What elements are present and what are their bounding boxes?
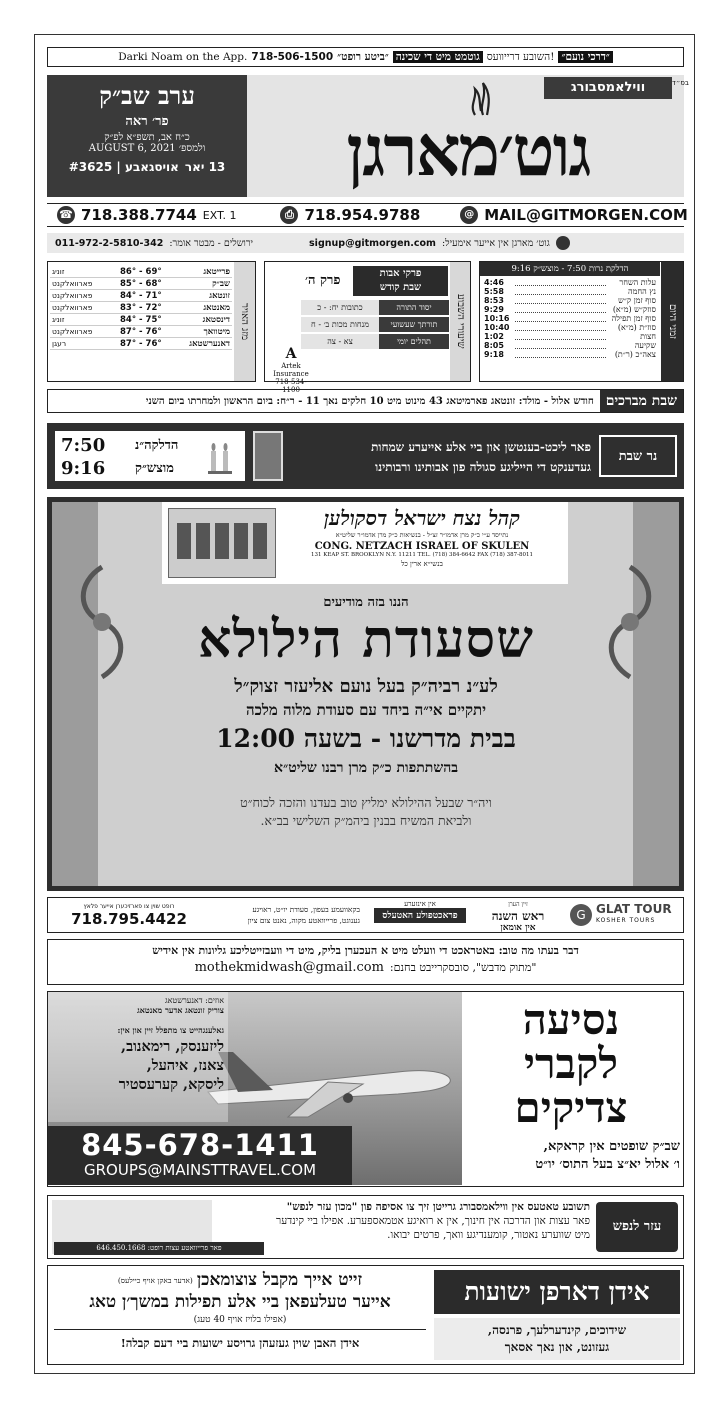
weather-row xyxy=(50,278,232,290)
zman-label: נץ החמה xyxy=(628,287,656,296)
zman-time: 4:46 xyxy=(484,278,504,287)
shiur-row-name: תהלים יומי xyxy=(379,334,449,349)
kehilla-text xyxy=(282,506,562,568)
weather-row xyxy=(50,326,232,338)
date-box-parsha: פר׳ ראה xyxy=(125,114,169,129)
contact-phone-main[interactable] xyxy=(57,206,236,224)
weather-temp: 86° - 69° xyxy=(110,266,172,278)
yeshuos-right-1: זייט אייך מקבל צוצומאכן xyxy=(196,1270,363,1290)
glat-tour-ad xyxy=(47,897,684,933)
date-box-day: 13 יאר xyxy=(184,160,226,174)
shiur-row xyxy=(301,334,449,349)
shabbos-box xyxy=(47,423,684,489)
ezer-logo: עזר לנפש xyxy=(596,1202,678,1252)
phone-icon: ☎ xyxy=(57,206,75,224)
yeshuos-right xyxy=(54,1270,426,1350)
glat-brand-sub: KOSHER TOURS xyxy=(596,917,656,924)
date-box-english-date: AUGUST 6, 2021 ולמספ׳ xyxy=(88,143,206,154)
travel-ad xyxy=(47,991,684,1187)
hillula-inner xyxy=(52,502,679,886)
yeshuos-right-4: אידן האבן שוין געזעהן גרויסע ישועות ביי דעם קבלה! xyxy=(120,1336,360,1350)
hillula-body xyxy=(108,594,624,829)
shiur-row-value: צא - צה xyxy=(301,334,379,349)
zman-time: 1:02 xyxy=(484,332,504,341)
zmanim-row xyxy=(482,287,658,296)
kehilla-small: בנשי״א ארין כל xyxy=(401,560,443,568)
contact-email[interactable] xyxy=(460,206,688,224)
travel-phone: 845-678-1411 xyxy=(81,1128,319,1162)
weather-cond: רעגן xyxy=(50,338,110,350)
weather-box xyxy=(47,261,256,382)
weather-row xyxy=(50,338,232,350)
shul-building-icon xyxy=(168,508,276,578)
contact-phone-2[interactable] xyxy=(280,206,420,224)
email-icon: @ xyxy=(460,206,478,224)
artek-phone: 718-534-1100 xyxy=(275,378,307,394)
avatar-icon xyxy=(556,236,570,250)
glat-middle-top: אין אינזערע xyxy=(404,900,436,908)
glat-text-1: בקאוועמע בעפון, סעודת יו״ט, ראויגע xyxy=(252,905,360,914)
glat-phone-block[interactable] xyxy=(54,902,204,928)
zmanim-row xyxy=(482,296,658,305)
weather-row xyxy=(50,314,232,326)
kehilla-english: CONG. NETZACH ISRAEL OF SKULEN xyxy=(314,541,530,552)
weather-day: מאנטאג xyxy=(172,302,232,314)
zman-label: סוז״ת (מ״א) xyxy=(617,323,656,332)
zman-time: 10:40 xyxy=(484,323,510,332)
contact-phone-ext: EXT. 1 xyxy=(202,208,237,222)
israel-phone[interactable]: 011-972-2-5810-342 xyxy=(55,237,164,249)
weather-day: דאנערשטאג xyxy=(172,338,232,350)
glat-text xyxy=(210,904,360,926)
mothek-ad xyxy=(47,939,684,985)
zman-time: 9:18 xyxy=(484,350,504,359)
airplane-icon xyxy=(198,1012,458,1122)
travel-title-2: לקברי xyxy=(523,1039,618,1088)
hillula-line-5: ויה״ר שבעל ההילולא ימליץ טוב בעדנו והזכה לכוח״ט xyxy=(240,795,492,810)
motzei-time: 9:16 xyxy=(61,458,106,479)
zman-time: 8:53 xyxy=(484,296,504,305)
zman-time: 5:58 xyxy=(484,287,504,296)
mothek-line-1: דבר בעתו מה טוב: באטראכט די וועלט מיט א העכערן בליק, מיט די וועבזייטליכע גליונות אין אידיש xyxy=(152,944,579,957)
signup-bar xyxy=(47,233,684,253)
artek-logo xyxy=(267,346,315,394)
motzei-label: מוצש״ק xyxy=(135,461,174,476)
shiur-side: שיעורי השבוע xyxy=(450,262,470,381)
mothek-email[interactable]: mothekmidwash@gmail.com xyxy=(194,960,384,975)
shiur-row-name: יסוד התורה xyxy=(379,300,449,315)
travel-title-1: נסיעה xyxy=(522,995,620,1044)
weather-day: מיטוואך xyxy=(172,326,232,338)
newspaper-page xyxy=(34,34,695,1374)
yeshuos-right-1-small: (אדער באקן אויף כיילעס) xyxy=(117,1275,193,1285)
top-banner-phone: 718-506-1500 xyxy=(251,51,334,63)
top-banner xyxy=(47,47,684,67)
ezer-line-1: תשובע טאטעס אין ווילאמסבורג גרייטן זיך צו אסיפה פון "מכון עזר לנפש" xyxy=(286,1201,590,1213)
ornament-right xyxy=(633,502,679,886)
shiur-row-value: מנחות מכות ב׳ - ח xyxy=(301,317,379,332)
glat-rh-small: זיין הערן xyxy=(508,901,528,908)
zmanim-row xyxy=(482,341,658,350)
zman-label: סוף זמן תפילה xyxy=(611,314,656,323)
travel-places-2: צאנז, איהעל, xyxy=(146,1057,224,1074)
signup-email[interactable]: signup@gitmorgen.com xyxy=(309,237,436,249)
mothek-line-2: "מתוק מדבש", סובסקרייבט בחנם: xyxy=(389,961,537,974)
candle-label: הדלקה״נ xyxy=(135,438,179,453)
weather-side: מזג האויר xyxy=(234,262,255,381)
glat-phone: 718.795.4422 xyxy=(71,909,187,928)
zmanim-row xyxy=(482,323,658,332)
hillula-line-6: ולביאת המשיח בבנין ביהמ״ק השלישי בב״א. xyxy=(260,813,472,828)
glat-text-2: גענוגט, פרייוואטע מקוה, נאנט צום ציון xyxy=(247,916,360,925)
artek-name: Artek Insurance xyxy=(273,362,309,378)
ezer-line-2: פאר עצות און הדרכה אין חינוך, אין א רואיגע אטמאספערע. אפילו ביי קינדער xyxy=(276,1215,590,1227)
travel-info xyxy=(52,996,224,1094)
date-box xyxy=(47,75,247,197)
ornament-left xyxy=(52,502,98,886)
mevorchim-text: חודש אלול - מולד: זונטאג פארמיטאג 43 מינוט מיט 10 חלקים נאך 11 - ר״ח: ביום הראשון ולמחרתו ביום השני xyxy=(145,395,594,407)
weather-cond: זוניג xyxy=(50,314,110,326)
hillula-line-4: בהשתתפות כ״ק מרן רבנו שליט״א xyxy=(273,760,459,776)
weather-temp: 87° - 76° xyxy=(110,326,172,338)
zman-time: 9:29 xyxy=(484,305,504,314)
ezer-small[interactable]: פאר פרייוואטע עצות רופט: 646.450.1668 xyxy=(54,1242,264,1255)
weather-row xyxy=(50,302,232,314)
yeshuos-right-3: (אפילו בלויז אויף 40 טעג) xyxy=(54,1314,426,1330)
weather-day: פרייטאג xyxy=(172,266,232,278)
glat-rh-sub: אין אומאן xyxy=(500,923,536,933)
masthead-logo: גוט׳מארגן xyxy=(346,109,590,192)
artek-icon: A xyxy=(285,346,297,362)
candle-time: 7:50 xyxy=(61,435,106,456)
zmanim-row xyxy=(482,350,658,359)
travel-title xyxy=(462,995,680,1132)
masthead-bsd: בס״ד xyxy=(672,79,689,87)
zman-label: סוזק״ש (מ״א) xyxy=(612,305,656,314)
kehilla-address: 131 KEAP ST. BROOKLYN N.Y. 11211 TEL. (718) 384-6642 FAX (718) 387-8011 xyxy=(311,552,533,558)
shiur-perek: פרק ה׳ xyxy=(305,273,341,288)
travel-sub-1: שב״ק שופטים אין קראקא, xyxy=(543,1139,680,1154)
shabbos-line-1: פאר ליכט-בענטשן און ביי אלע אייערע שמחות xyxy=(371,440,591,454)
hillula-title: שסעודת הילולא xyxy=(198,609,534,670)
ner-shabbos-logo: נר שבת xyxy=(599,435,677,477)
weather-cond: פארוואלקנט xyxy=(50,278,110,290)
contact-phone-2-number: 718.954.9788 xyxy=(304,206,421,224)
date-box-title: ערב שב״ק xyxy=(99,81,195,110)
glat-middle-box: פראכטפולע האטעלס xyxy=(374,908,466,923)
travel-places-label: גאלענגהייט צו מתפלל זיין און אין: xyxy=(117,1025,224,1035)
weather-cond: פארוואלקנט xyxy=(50,302,110,314)
kehilla-sub: נתייסד ע״י כ״ק מרן אדמו״ר זצ״ל - בנשיאות כ״ק מרן אדמו״ר שליט״א xyxy=(335,531,509,539)
ezer-ad xyxy=(47,1195,684,1259)
travel-sub-2: ו׳ אלול יא״צ בעל התוס׳ יו״ט xyxy=(535,1157,680,1172)
travel-email: GROUPS@MAINSTTRAVEL.COM xyxy=(83,1161,317,1179)
shiur-row xyxy=(301,317,449,332)
shiur-rows xyxy=(301,300,449,351)
date-box-issue: #3625 | אויסגאבע xyxy=(68,160,179,174)
shiur-row-value: כתובות יח: - כ xyxy=(301,300,379,315)
shiur-row xyxy=(301,300,449,315)
zmanim-row xyxy=(482,332,658,341)
kehilla-header xyxy=(162,502,568,584)
candle-times xyxy=(55,431,245,481)
zman-label: חצות xyxy=(640,332,656,341)
weather-temp: 87° - 76° xyxy=(110,338,172,350)
zmanim-header: הדלקת נרות 7:50 - מוצש״ק 9:16 xyxy=(480,262,660,276)
glat-brand-name: GLAT TOUR xyxy=(596,902,672,916)
kehilla-name: קהל נצח ישראל דסקולען xyxy=(323,506,521,530)
ezer-line-3: מיט שווערע נאטור, קומענדיגע וואך, פרטים יבואו. xyxy=(387,1229,590,1241)
zmanim-row xyxy=(482,314,658,323)
yeshuos-ad xyxy=(47,1265,684,1365)
glat-rh xyxy=(472,900,564,933)
hillula-line-3: בבית מדרשנו - בשעה 12:00 xyxy=(216,724,516,753)
travel-title-3: צדיקים xyxy=(514,1083,628,1132)
weather-day: דינסטאג xyxy=(172,314,232,326)
yeshuos-title: אידן דארפן ישועות xyxy=(434,1270,680,1314)
contact-bar xyxy=(47,203,688,227)
zmanim-table xyxy=(482,278,658,359)
yeshuos-items xyxy=(434,1318,680,1360)
fax-icon: ⎙ xyxy=(280,206,298,224)
weather-temp: 84° - 75° xyxy=(110,314,172,326)
weather-row xyxy=(50,266,232,278)
top-banner-heb-1: ״ביטע רופט״ xyxy=(337,51,389,63)
weather-cond: זוניג xyxy=(50,266,110,278)
shiur-title-2: שבת קודש xyxy=(379,282,422,293)
zman-time: 8:05 xyxy=(484,341,504,350)
travel-departure: אוזים: דאנערשטאג xyxy=(164,996,224,1005)
oil-box-icon xyxy=(253,431,283,481)
zmanim-row xyxy=(482,305,658,314)
travel-contact[interactable] xyxy=(48,1126,352,1185)
travel-places-3: ליסקא, קערעסטיר xyxy=(118,1076,224,1093)
zman-label: שקיעה xyxy=(634,341,656,350)
hillula-ad xyxy=(47,497,684,891)
hillula-intro: הננו בזה מודיעים xyxy=(323,595,409,610)
weather-temp: 85° - 68° xyxy=(110,278,172,290)
date-box-hebrew-date: כ״ח אב, תשפ״א לפ״ק xyxy=(104,132,190,143)
top-banner-heb-2: גוטמט מיט די שכינה xyxy=(393,51,483,63)
contact-email-address: MAIL@GITMORGEN.COM xyxy=(484,206,688,224)
zman-time: 10:16 xyxy=(484,314,510,323)
weather-cond: פארוואלקנט xyxy=(50,290,110,302)
weather-day: זונטאג xyxy=(172,290,232,302)
ezer-text xyxy=(62,1200,590,1242)
masthead-tag: ווילאמסבורג xyxy=(544,77,672,99)
yeshuos-items-1: שידוכים, קינדערלעך, פרנסה, xyxy=(487,1323,627,1337)
zman-label: צאה״כ (ר״ת) xyxy=(614,350,656,359)
shabbos-line-2: געדענקט די הייליגע סגולה פון אבותינו ורבותינו xyxy=(375,460,591,474)
travel-return: צוריק זונטאג אדער מאנטאג xyxy=(137,1005,224,1015)
weather-row xyxy=(50,290,232,302)
mevorchim-label: שבת מברכים xyxy=(600,390,683,412)
shiur-box xyxy=(264,261,471,394)
shabbos-text xyxy=(291,437,591,477)
glat-phone-small: רופט שוין צו פארזיכערן אייער פלאץ xyxy=(83,902,175,910)
top-banner-heb-4: ״דרכי נועם״ xyxy=(558,51,612,63)
candles-icon xyxy=(205,437,235,475)
masthead xyxy=(47,75,689,197)
mevorchim-bar xyxy=(47,389,684,413)
hillula-line-2: יתקיים אי״ה ביחד עם סעודת מלוה מלכה xyxy=(245,701,487,719)
shiur-row-name: תורתך שעשועי xyxy=(379,317,449,332)
zmanim-box xyxy=(479,261,684,382)
weather-temp: 84° - 71° xyxy=(110,290,172,302)
weather-day: שב״ק xyxy=(172,278,232,290)
weather-cond: פארוואלקנט xyxy=(50,326,110,338)
travel-sub xyxy=(356,1138,680,1174)
hillula-line-1: לע״נ רביה״ק בעל נועם אליעזר זצוק״ל xyxy=(234,676,498,697)
top-banner-heb-3: השובע דרייוועס! xyxy=(486,51,555,63)
yeshuos-right-2: אייער טעלעפאן ביי אלע תפילות במשך׳ן טאג xyxy=(89,1292,391,1312)
glat-middle xyxy=(374,900,466,923)
zmanim-row xyxy=(482,278,658,287)
glat-rh: ראש השנה xyxy=(491,909,545,923)
shiur-title xyxy=(353,266,448,296)
yeshuos-items-2: געזונט, און נאך אסאך xyxy=(504,1340,610,1354)
israel-label: ירושלים - מבטר אומר: xyxy=(169,237,254,249)
glat-logo-icon: G xyxy=(570,904,592,926)
signup-label: גוט׳ מארגן אין אייער אימעיל: xyxy=(441,237,550,249)
weather-table xyxy=(50,266,232,350)
zmanim-side: זמני היום xyxy=(661,262,683,381)
zman-label: סוף זמן ק״ש xyxy=(618,296,656,305)
top-banner-english: Darki Noam on the App. xyxy=(118,51,248,63)
shiur-title-1: פרקי אבות xyxy=(379,268,422,279)
travel-places-1: ליזענסק, רימאנוב, xyxy=(121,1038,224,1055)
zman-label: עלות השחר xyxy=(619,278,656,287)
weather-temp: 83° - 72° xyxy=(110,302,172,314)
glat-brand xyxy=(570,902,680,928)
contact-phone-main-number: 718.388.7744 xyxy=(81,206,197,224)
